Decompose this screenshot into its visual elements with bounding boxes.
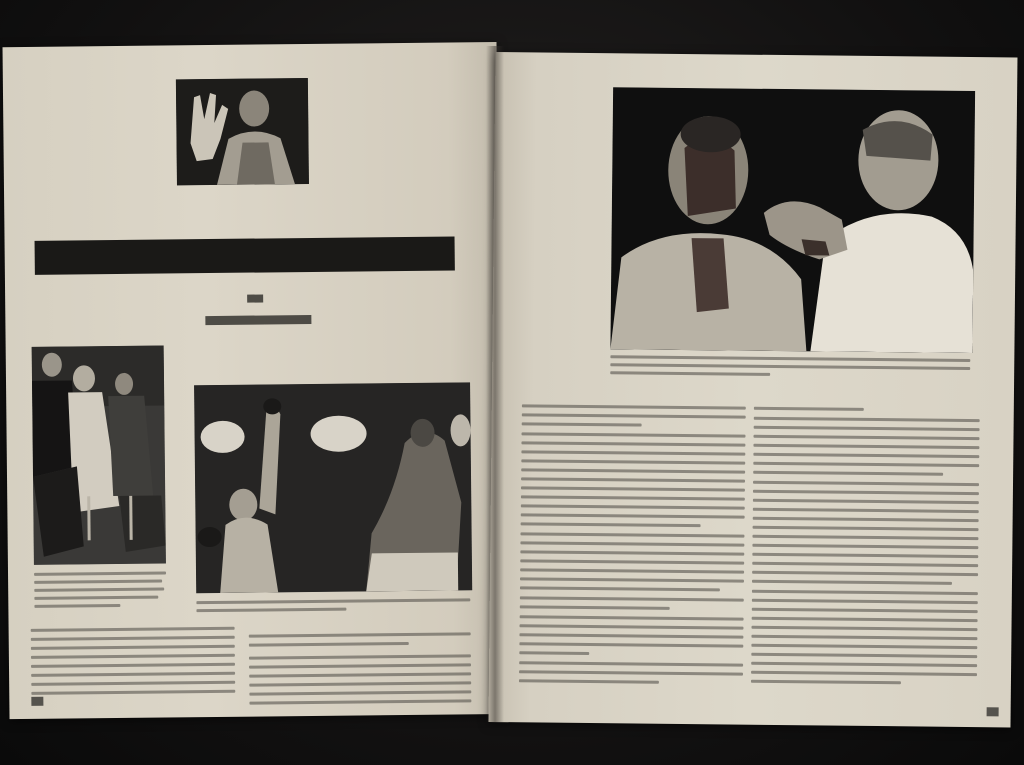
left-body-column-2: [249, 630, 474, 708]
portrait-photo: [176, 78, 309, 185]
byline-author: [205, 315, 311, 325]
byline-by: [247, 294, 263, 302]
gutter-shadow: [486, 46, 504, 722]
corner-photo: [610, 87, 975, 353]
right-body-column-2: [751, 405, 982, 707]
left-page-number: [31, 697, 43, 706]
left-body-column-1: [31, 625, 238, 705]
spectators-photo-icon: [32, 346, 166, 565]
ringside-caption: [34, 569, 168, 610]
right-body-column-1: [519, 402, 748, 700]
boxing-photo-icon: [194, 382, 472, 593]
portrait-photo-icon: [176, 78, 309, 185]
ring-action-caption: [196, 596, 472, 617]
left-page: [3, 42, 504, 719]
ring-action-photo: [194, 382, 472, 593]
corner-photo-caption: [610, 353, 972, 383]
headline: [35, 236, 455, 274]
fighter-referee-photo-icon: [610, 87, 975, 353]
right-page-number: [987, 707, 999, 716]
right-page: [488, 52, 1017, 727]
ringside-photo: [32, 346, 166, 565]
